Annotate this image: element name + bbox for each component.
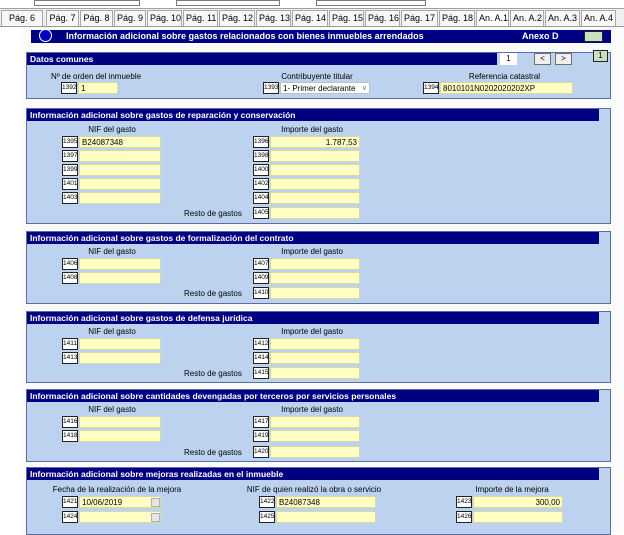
code-importe-mejora: 1426: [456, 511, 472, 523]
code-importe: 1400: [253, 164, 269, 176]
section-header: Información adicional sobre gastos de formalización del contrato: [27, 232, 599, 244]
code-importe: 1417: [253, 416, 269, 428]
top-control-left[interactable]: [34, 0, 140, 6]
importe-column-label: Importe del gasto: [281, 125, 343, 134]
tab-an-a2[interactable]: An. A.2: [510, 10, 544, 26]
code-nif-obra: 1425: [259, 511, 275, 523]
importe-field[interactable]: [270, 258, 360, 270]
importe-field[interactable]: [270, 164, 360, 176]
nif-field[interactable]: [79, 150, 161, 162]
section-formalizacion: [26, 231, 611, 304]
code-importe: 1419: [253, 430, 269, 442]
fecha-column-label: Fecha de la realización de la mejora: [52, 485, 182, 494]
code-resto: 1410: [253, 287, 269, 299]
code-nif-obra: 1422: [259, 496, 275, 508]
importe-field[interactable]: [270, 150, 360, 162]
anexo-label: Anexo D: [522, 31, 559, 41]
tab-pag-17[interactable]: Pág. 17: [401, 10, 438, 26]
section-header: Información adicional sobre gastos de defensa jurídica: [27, 312, 599, 324]
ref-catastral-field[interactable]: 8010101N0202020202XP: [440, 82, 573, 94]
resto-gastos-field[interactable]: [270, 367, 360, 379]
tab-pag-10[interactable]: Pág. 10: [147, 10, 182, 26]
nif-field[interactable]: [79, 164, 161, 176]
importe-field[interactable]: [270, 192, 360, 204]
fecha-mejora-field[interactable]: [79, 496, 161, 508]
anexo-indicator-box: [584, 31, 603, 42]
code-nif: 1413: [62, 352, 78, 364]
section-header: Datos comunes: [27, 53, 497, 65]
nif-field[interactable]: B24087348: [79, 136, 161, 148]
tab-an-a4[interactable]: An. A.4: [581, 10, 616, 26]
section-reparacion: [26, 108, 611, 224]
importe-mejora-field[interactable]: 300,00: [473, 496, 563, 508]
importe-field[interactable]: [270, 178, 360, 190]
resto-gastos-label: Resto de gastos: [184, 448, 242, 457]
code-resto: 1415: [253, 367, 269, 379]
nif-obra-field[interactable]: B24087348: [276, 496, 376, 508]
window-top-strip: [0, 0, 624, 9]
fecha-mejora-value: 10/06/2019: [82, 498, 123, 507]
nif-column-label: NIF del gasto: [88, 125, 136, 134]
code-1392: 1392: [61, 82, 77, 94]
circle-bullet-icon: [39, 29, 52, 42]
nif-field[interactable]: [79, 352, 161, 364]
titular-select-value: 1- Primer declarante: [283, 84, 356, 93]
ref-catastral-label: Referencia catastral: [468, 72, 541, 81]
page-title-bar: [31, 30, 611, 43]
code-1393: 1393: [263, 82, 279, 94]
section-mejoras: [26, 467, 611, 535]
importe-field[interactable]: [270, 352, 360, 364]
top-control-right[interactable]: [316, 0, 426, 6]
tab-pag-9[interactable]: Pág. 9: [114, 10, 146, 26]
code-resto: 1405: [253, 207, 269, 219]
nif-obra-column-label: NIF de quien realizó la obra o servicio: [246, 485, 382, 494]
tab-pag-6[interactable]: Pág. 6: [1, 10, 43, 26]
tab-pag-7[interactable]: Pág. 7: [46, 10, 79, 26]
importe-field[interactable]: [270, 430, 360, 442]
resto-gastos-label: Resto de gastos: [184, 289, 242, 298]
code-nif: 1408: [62, 272, 78, 284]
importe-column-label: Importe del gasto: [281, 327, 343, 336]
resto-gastos-field[interactable]: [270, 207, 360, 219]
left-margin: [0, 27, 21, 532]
tab-pag-16[interactable]: Pág. 16: [365, 10, 400, 26]
nif-field[interactable]: [79, 178, 161, 190]
code-importe: 1409: [253, 272, 269, 284]
section-header: Información adicional sobre mejoras realizadas en el inmueble: [27, 468, 599, 480]
resto-gastos-label: Resto de gastos: [184, 209, 242, 218]
resto-gastos-field[interactable]: [270, 287, 360, 299]
form-page: [21, 27, 624, 532]
importe-column-label: Importe del gasto: [281, 405, 343, 414]
titular-select[interactable]: [280, 82, 370, 94]
nif-field[interactable]: [79, 338, 161, 350]
code-importe: 1414: [253, 352, 269, 364]
code-nif: 1406: [62, 258, 78, 270]
code-1394: 1394: [423, 82, 439, 94]
tab-pag-13[interactable]: Pág. 13: [256, 10, 291, 26]
importe-column-label: Importe del gasto: [281, 247, 343, 256]
code-nif: 1403: [62, 192, 78, 204]
code-resto: 1420: [253, 446, 269, 458]
tab-pag-8[interactable]: Pág. 8: [80, 10, 113, 26]
code-nif: 1397: [62, 150, 78, 162]
fecha-mejora-field[interactable]: [79, 511, 161, 523]
section-header: Información adicional sobre cantidades devengadas por terceros por servicios personales: [27, 390, 599, 402]
nif-field[interactable]: [79, 192, 161, 204]
importe-field[interactable]: [270, 416, 360, 428]
code-importe: 1398: [253, 150, 269, 162]
orden-inmueble-field[interactable]: 1: [78, 82, 118, 94]
code-importe: 1407: [253, 258, 269, 270]
section-defensa-juridica: [26, 311, 611, 383]
code-importe: 1396: [253, 136, 269, 148]
next-page-button[interactable]: >: [555, 53, 572, 65]
importe-field[interactable]: [270, 338, 360, 350]
tab-pag-11[interactable]: Pág. 11: [183, 10, 218, 26]
code-nif: 1399: [62, 164, 78, 176]
importe-mejora-column-label: Importe de la mejora: [475, 485, 549, 494]
prev-page-button[interactable]: <: [534, 53, 551, 65]
code-importe: 1404: [253, 192, 269, 204]
tab-an-a1[interactable]: An. A.1: [476, 10, 509, 26]
nif-column-label: NIF del gasto: [88, 405, 136, 414]
top-control-middle[interactable]: [176, 0, 280, 6]
code-importe: 1412: [253, 338, 269, 350]
code-importe: 1402: [253, 178, 269, 190]
tab-an-a3[interactable]: An. A.3: [545, 10, 580, 26]
section-datos-comunes: [26, 52, 611, 99]
titular-label: Contribuyente titular: [281, 72, 353, 81]
resto-gastos-field[interactable]: [270, 446, 360, 458]
page-index-number: 1: [500, 53, 517, 65]
section-terceros: [26, 389, 611, 462]
page-tab-bar: [0, 9, 624, 27]
nif-field[interactable]: [79, 416, 161, 428]
nif-column-label: NIF del gasto: [88, 247, 136, 256]
importe-field[interactable]: [270, 272, 360, 284]
code-fecha: 1424: [62, 511, 78, 523]
chevron-down-icon: ∨: [361, 85, 367, 92]
nif-field[interactable]: [79, 272, 161, 284]
orden-label: Nº de orden del inmueble: [50, 72, 142, 81]
section-header: Información adicional sobre gastos de reparación y conservación: [27, 109, 599, 121]
calendar-icon[interactable]: [151, 498, 160, 507]
nif-obra-field[interactable]: [276, 511, 376, 523]
nif-field[interactable]: [79, 258, 161, 270]
importe-field[interactable]: 1.787,53: [270, 136, 360, 148]
resto-gastos-label: Resto de gastos: [184, 369, 242, 378]
tab-pag-15[interactable]: Pág. 15: [329, 10, 364, 26]
page-title: Información adicional sobre gastos relacionados con bienes inmuebles arrendados: [66, 31, 424, 41]
nif-column-label: NIF del gasto: [88, 327, 136, 336]
code-fecha: 1421: [62, 496, 78, 508]
importe-mejora-field[interactable]: [473, 511, 563, 523]
code-importe-mejora: 1423: [456, 496, 472, 508]
code-nif: 1418: [62, 430, 78, 442]
nif-field[interactable]: [79, 430, 161, 442]
calendar-icon[interactable]: [151, 513, 160, 522]
tab-pag-18[interactable]: Pág. 18: [439, 10, 475, 26]
code-nif: 1416: [62, 416, 78, 428]
page-count-box: 1: [593, 50, 608, 62]
code-nif: 1401: [62, 178, 78, 190]
code-nif: 1411: [62, 338, 78, 350]
code-nif: 1395: [62, 136, 78, 148]
tab-pag-14[interactable]: Pág. 14: [292, 10, 328, 26]
tab-pag-12[interactable]: Pág. 12: [219, 10, 255, 26]
